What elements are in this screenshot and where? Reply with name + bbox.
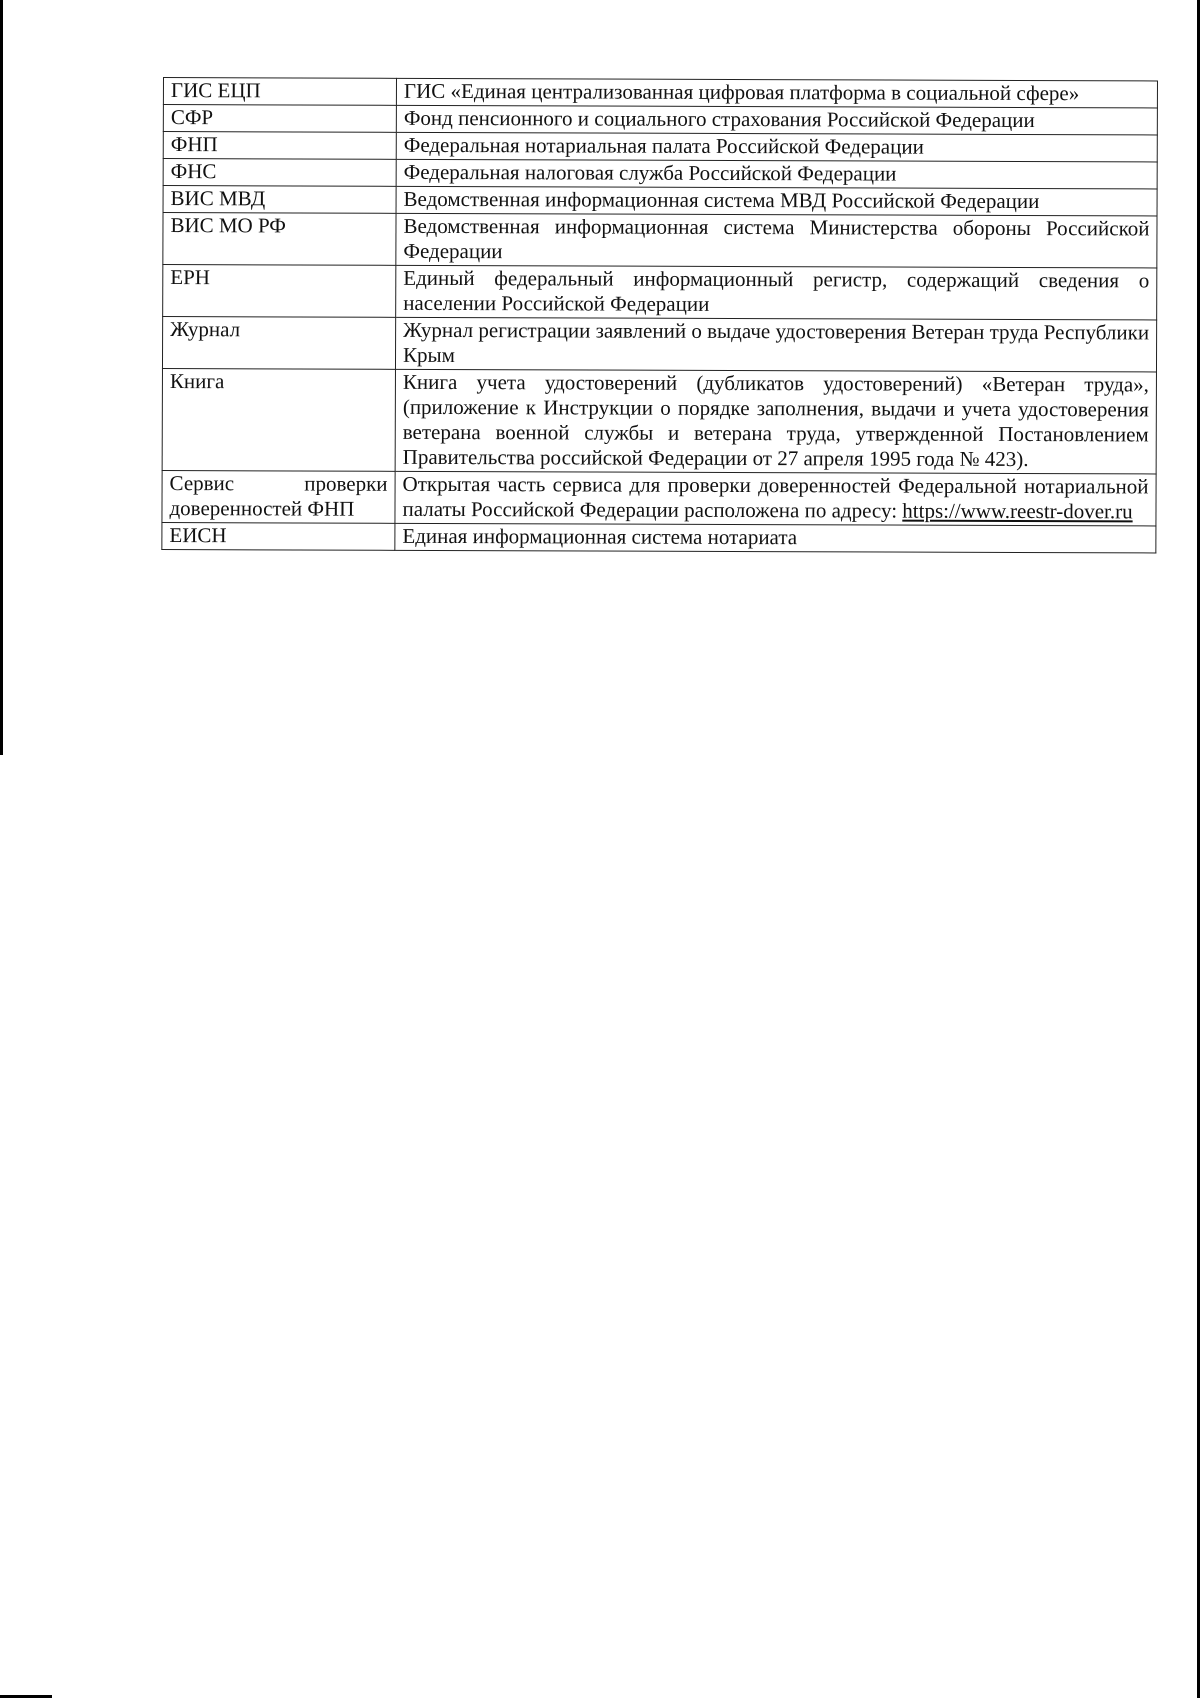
term-cell: ЕИСН: [162, 522, 395, 550]
table-row: [162, 368, 1156, 473]
term-cell: ВИС МО РФ: [163, 213, 396, 266]
term-cell: Сервис проверки доверенностей ФНП: [162, 470, 395, 523]
term-cell: СФР: [163, 105, 396, 133]
term-cell: ГИС ЕЦП: [163, 78, 396, 106]
table-row: [162, 470, 1156, 525]
definition-cell: Журнал регистрации заявлений о выдаче удостоверения Ветеран труда Республики Крым: [395, 317, 1156, 372]
term-cell: ФНС: [163, 159, 396, 187]
table-row: [163, 78, 1157, 108]
definition-cell: [395, 471, 1156, 526]
term-cell: Журнал: [162, 317, 395, 370]
term-cell: ЕРН: [163, 265, 396, 318]
table-row: [163, 159, 1157, 189]
definition-cell: Ведомственная информационная система Министерства обороны Российской Федерации: [396, 213, 1157, 268]
table-row: [163, 105, 1157, 135]
definition-cell: Единый федеральный информационный регистр, содержащий сведения о населении Российской Федерации: [396, 265, 1157, 320]
term-cell: ФНП: [163, 132, 396, 160]
definition-text: Открытая часть сервиса для проверки доверенностей Федеральной нотариальной палаты Российской Федерации расположена по адресу:: [402, 471, 1149, 523]
term-cell: Книга: [162, 368, 395, 471]
abbreviations-table: [161, 77, 1158, 553]
definition-cell: Ведомственная информационная система МВД Российской Федерации: [396, 186, 1157, 216]
table-row: [163, 132, 1157, 162]
scan-edge-left: [0, 0, 3, 755]
definition-cell: ГИС «Единая централизованная цифровая платформа в социальной сфере»: [396, 78, 1157, 108]
term-cell: ВИС МВД: [163, 186, 396, 214]
abbreviations-table-body: [162, 78, 1158, 553]
definition-cell: Книга учета удостоверений (дубликатов удостоверений) «Ветеран труда», (приложение к Инструкции о порядке заполнения, выдачи и учета удостоверения ветерана военной службы и ветерана труда, утвержденной Постановлением Правительства российской Федерации от 27 апреля 1995 года № 423).: [395, 369, 1156, 474]
definition-cell: Федеральная налоговая служба Российской Федерации: [396, 159, 1157, 189]
table-row: [163, 186, 1157, 216]
table-row: [163, 265, 1157, 320]
table-row: [162, 317, 1156, 372]
table-row: [163, 213, 1157, 268]
definition-cell: Единая информационная система нотариата: [395, 523, 1156, 553]
definition-cell: Фонд пенсионного и социального страхования Российской Федерации: [396, 105, 1157, 135]
table-row: [162, 522, 1156, 552]
reestr-dover-link[interactable]: https://www.reestr-dover.ru: [902, 498, 1133, 524]
definition-cell: Федеральная нотариальная палата Российской Федерации: [396, 132, 1157, 162]
